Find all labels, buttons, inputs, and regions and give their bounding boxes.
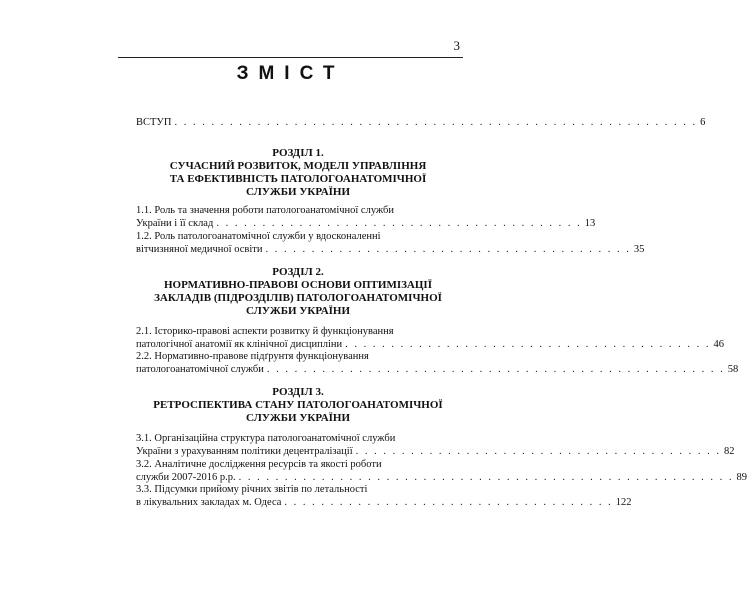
toc-entry-page: 122 [615, 497, 632, 508]
leader-dots: . . . . . . . . . . . . . . . . . . . . . . . . . . . . . . . . . . . . . . . . . . . . . . . . . . [266, 364, 725, 375]
toc-entry-1-1[interactable] [136, 204, 596, 230]
section-heading-2 [118, 266, 478, 318]
toc-entry-2-1[interactable] [136, 325, 725, 351]
section-title-line: СЛУЖБИ УКРАЇНИ [245, 412, 351, 424]
section-title-line: РЕТРОСПЕКТИВА СТАНУ ПАТОЛОГОАНАТОМІЧНОЇ [153, 399, 443, 411]
leader-dots: . . . . . . . . . . . . . . . . . . . . . . . . . . . . . . . . . . . . . . . . [265, 244, 631, 255]
toc-entry-intro[interactable] [136, 116, 706, 129]
toc-entry-text: патологічної анатомії як клінічної дисципліни [136, 339, 343, 350]
toc-entry-text: вітчизняної медичної освіти [136, 244, 263, 255]
toc-entry-text: України з урахуванням політики децентралізації [136, 446, 353, 457]
section-label: РОЗДІЛ 2. [272, 266, 324, 278]
toc-entry-text: 1.2. Роль патологоанатомічної служби у вдосконаленні [136, 231, 381, 242]
section-label: РОЗДІЛ 3. [272, 386, 324, 398]
section-title-line: ТА ЕФЕКТИВНІСТЬ ПАТОЛОГОАНАТОМІЧНОЇ [169, 173, 427, 185]
toc-entry-1-2[interactable] [136, 230, 645, 256]
toc-entry-text: 1.1. Роль та значення роботи патологоанатомічної служби [136, 205, 395, 216]
toc-entry-page: 13 [584, 218, 596, 229]
section-label: РОЗДІЛ 1. [272, 147, 324, 159]
toc-entry-text: 2.1. Історико-правові аспекти розвитку й функціонування [136, 326, 394, 337]
toc-entry-text: патологоанатомічної служби [136, 364, 264, 375]
toc-entry-page: 35 [633, 244, 645, 255]
section-title-line: СУЧАСНИЙ РОЗВИТОК, МОДЕЛІ УПРАВЛІННЯ [169, 160, 427, 172]
toc-entry-text: в лікувальних закладах м. Одеса [136, 497, 282, 508]
toc-entry-page: 58 [727, 364, 739, 375]
section-heading-3 [118, 386, 478, 425]
leader-dots: . . . . . . . . . . . . . . . . . . . . . . . . . . . . . . . . . . . . . . . . . . . . . . . . . . . . . . . . . [174, 117, 698, 128]
toc-entry-text: 3.2. Аналітичне дослідження ресурсів та якості роботи [136, 459, 382, 470]
toc-entry-page: 6 [700, 117, 706, 128]
toc-entry-text: служби 2007-2016 р.р. [136, 472, 236, 483]
header-rule [118, 57, 463, 58]
toc-entry-text: України і її склад [136, 218, 214, 229]
page-number: 3 [453, 38, 460, 53]
section-heading-1 [118, 147, 478, 199]
leader-dots: . . . . . . . . . . . . . . . . . . . . . . . . . . . . . . . . . . . . [284, 497, 613, 508]
leader-dots: . . . . . . . . . . . . . . . . . . . . . . . . . . . . . . . . . . . . . . . . . . . . . . . . . . . . . . [238, 472, 734, 483]
toc-entry-page: 46 [713, 339, 725, 350]
leader-dots: . . . . . . . . . . . . . . . . . . . . . . . . . . . . . . . . . . . . . . . . [355, 446, 722, 457]
page-title: ЗМІСТ [236, 63, 345, 84]
toc-entry-2-2[interactable] [136, 350, 739, 376]
toc-entry-page: 82 [724, 446, 735, 457]
toc-entry-text: 3.1. Організаційна структура патологоанатомічної служби [136, 433, 396, 444]
leader-dots: . . . . . . . . . . . . . . . . . . . . . . . . . . . . . . . . . . . . . . . . [216, 218, 582, 229]
toc-entry-3-2[interactable] [136, 458, 747, 484]
toc-entry-page: 89 [736, 472, 747, 483]
section-title-line: ЗАКЛАДІВ (ПІДРОЗДІЛІВ) ПАТОЛОГОАНАТОМІЧНОЇ [154, 292, 442, 304]
leader-dots: . . . . . . . . . . . . . . . . . . . . . . . . . . . . . . . . . . . . . . . . [345, 339, 711, 350]
toc-entry-text: 2.2. Нормативно-правове підґрунтя функціонування [136, 351, 369, 362]
toc-entry-label: ВСТУП [136, 117, 172, 128]
section-title-line: СЛУЖБИ УКРАЇНИ [245, 305, 351, 317]
toc-entry-text: 3.3. Підсумки прийому річних звітів по летальності [136, 484, 368, 495]
toc-entry-3-1[interactable] [136, 432, 735, 458]
section-title-line: СЛУЖБИ УКРАЇНИ [245, 186, 351, 198]
section-title-line: НОРМАТИВНО-ПРАВОВІ ОСНОВИ ОПТИМІЗАЦІЇ [164, 279, 432, 291]
toc-entry-3-3[interactable] [136, 483, 632, 509]
